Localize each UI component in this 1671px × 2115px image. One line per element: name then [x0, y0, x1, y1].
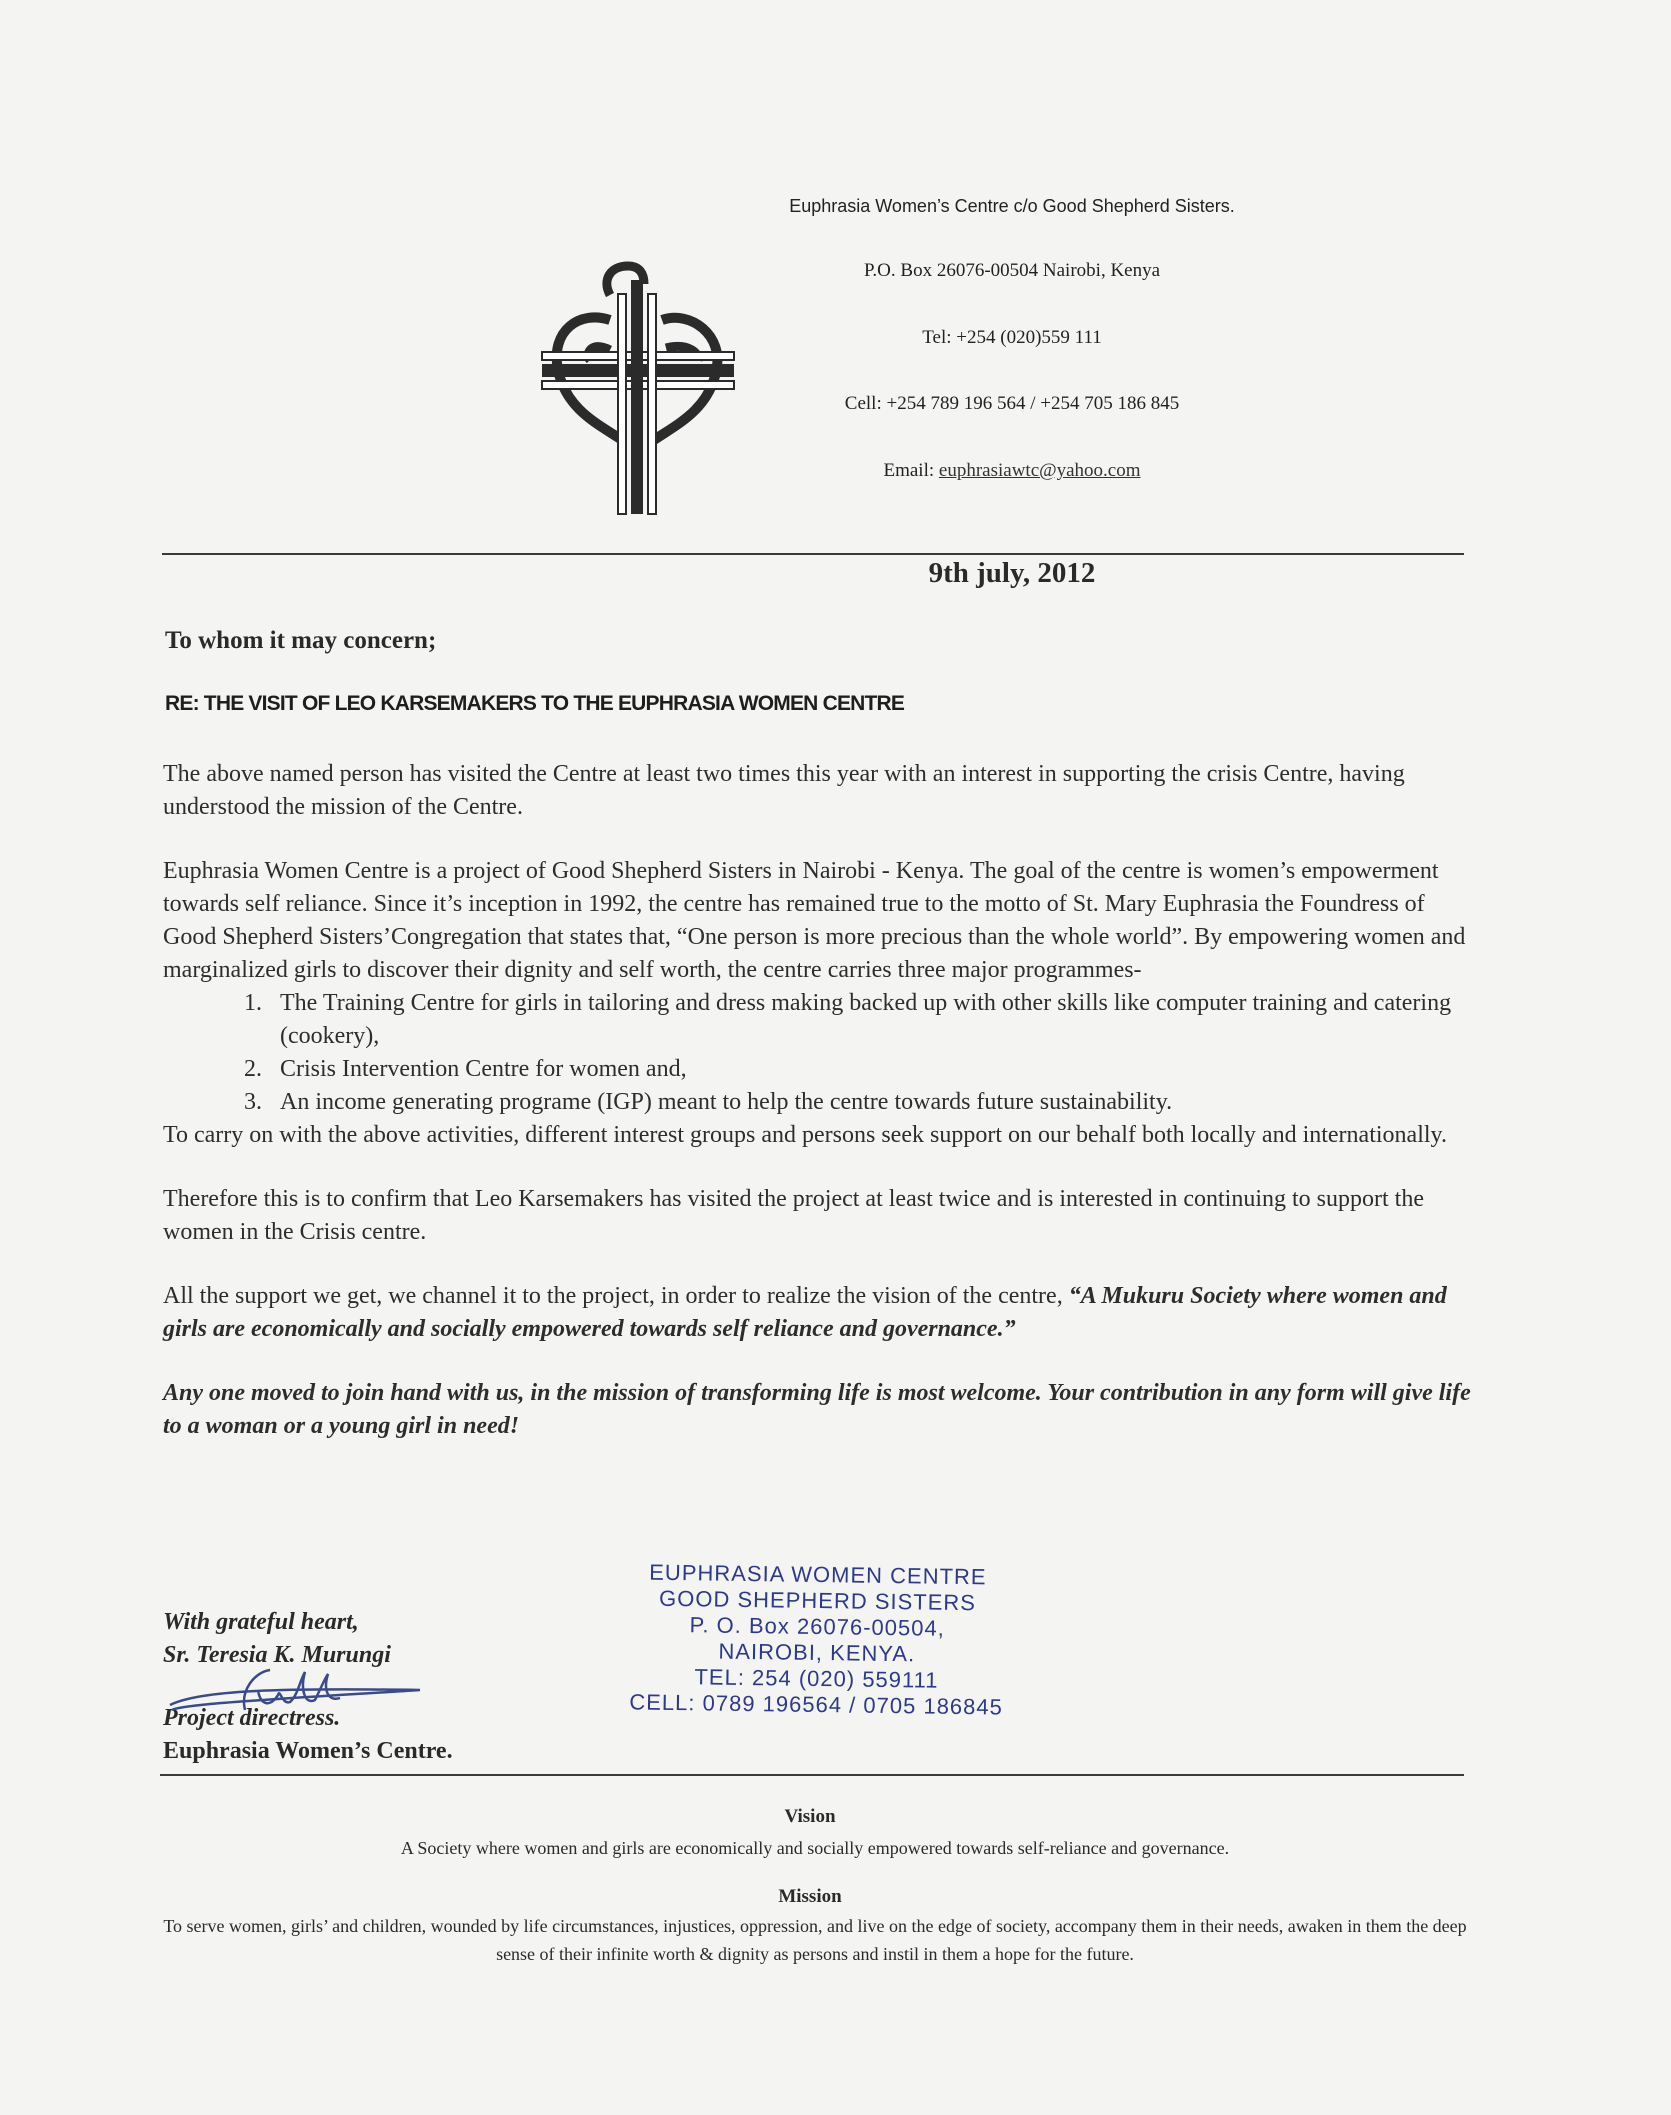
mission-text: To serve women, girls’ and children, wounded by life circumstances, injustices, oppression, and live on the edge of society, accompany them in their needs, awaken in them the deep sense of their infinite worth & dignity as persons and instil in them a hope for the future.: [163, 1916, 1467, 1964]
vision-text: A Society where women and girls are economically and socially empowered towards self-reliance and governance.: [400, 1838, 1230, 1858]
letter-body: [163, 758, 1473, 1474]
organization-stamp: [591, 1559, 1043, 1721]
letter-date: 9th july, 2012: [928, 557, 1096, 589]
letterhead-email: [883, 460, 1140, 482]
footer-divider: [160, 1774, 1464, 1776]
body-paragraph-6: Any one moved to join hand with us, in the mission of transforming life is most welcome. Your contribution in any form will give life to a woman or a young girl in need!: [163, 1380, 1471, 1439]
handwritten-signature: [160, 1660, 440, 1720]
email-label: Email:: [883, 460, 939, 481]
body-paragraph-5: [163, 1280, 1473, 1346]
body-paragraph-2: Euphrasia Women Centre is a project of Good Shepherd Sisters in Nairobi - Kenya. The goal of the centre is women’s empowerment towards self reliance. Since it’s inception in 1992, the centre has remained true to the motto of St. Mary Euphrasia the Foundress of Good Shepherd Sisters’Congregation that states that, “One person is more precious than the whole world”. By empowering women and marginalized girls to discover their dignity and self worth, the centre carries three major programmes-: [163, 858, 1466, 983]
letterhead-cell: Cell: +254 789 196 564 / +254 705 186 845: [844, 393, 1180, 414]
vision-quote: “A Mukuru Society where women and girls are economically and socially empowered towards self reliance and governance.”: [163, 1283, 1447, 1342]
salutation: To whom it may concern;: [165, 627, 437, 654]
stamp-line: CELL: 0789 196564 / 0705 186845: [629, 1689, 1004, 1720]
vision-lead: All the support we get, we channel it to the project, in order to realize the vision of the centre,: [163, 1283, 1069, 1309]
body-paragraph-3: To carry on with the above activities, different interest groups and persons seek support on our behalf both locally and internationally.: [163, 1122, 1447, 1148]
email-link[interactable]: euphrasiawtc@yahoo.com: [938, 460, 1141, 481]
stamp-line: TEL: 254 (020) 559111: [694, 1664, 939, 1693]
programme-item: 3. An income generating programe (IGP) meant to help the centre towards future sustainability.: [268, 1086, 1473, 1119]
letterhead-po-box: P.O. Box 26076-00504 Nairobi, Kenya: [863, 260, 1161, 281]
stamp-line: EUPHRASIA WOMEN CENTRE: [649, 1559, 987, 1590]
letterhead-org: Euphrasia Women’s Centre c/o Good Shepherd Sisters.: [789, 196, 1235, 216]
programme-item: 2. Crisis Intervention Centre for women and,: [268, 1053, 1473, 1086]
body-paragraph-1: The above named person has visited the Centre at least two times this year with an interest in supporting the crisis Centre, having understood the mission of the Centre.: [163, 761, 1405, 820]
header-divider: [162, 553, 1464, 555]
stamp-line: P. O. Box 26076-00504,: [689, 1612, 945, 1641]
letterhead-tel: Tel: +254 (020)559 111: [922, 327, 1102, 348]
stamp-line: GOOD SHEPHERD SISTERS: [658, 1585, 977, 1616]
cross-heart-logo: [540, 260, 736, 516]
closing: With grateful heart,: [163, 1609, 359, 1635]
signer-name: Sr. Teresia K. Murungi: [163, 1642, 391, 1668]
body-paragraph-4: Therefore this is to confirm that Leo Karsemakers has visited the project at least twice and is interested in continuing to support the women in the Crisis centre.: [163, 1186, 1424, 1245]
mission-heading: Mission: [778, 1886, 842, 1907]
stamp-line: NAIROBI, KENYA.: [718, 1638, 916, 1667]
subject-line: RE: THE VISIT OF LEO KARSEMAKERS TO THE EUPHRASIA WOMEN CENTRE: [165, 692, 905, 715]
vision-heading: Vision: [784, 1806, 836, 1827]
programme-item: 1. The Training Centre for girls in tailoring and dress making backed up with other skills like computer training and catering (cookery),: [268, 987, 1473, 1053]
signer-title: Project directress.: [163, 1705, 341, 1731]
programmes-list: [163, 987, 1473, 1119]
signer-org: Euphrasia Women’s Centre.: [163, 1738, 453, 1764]
